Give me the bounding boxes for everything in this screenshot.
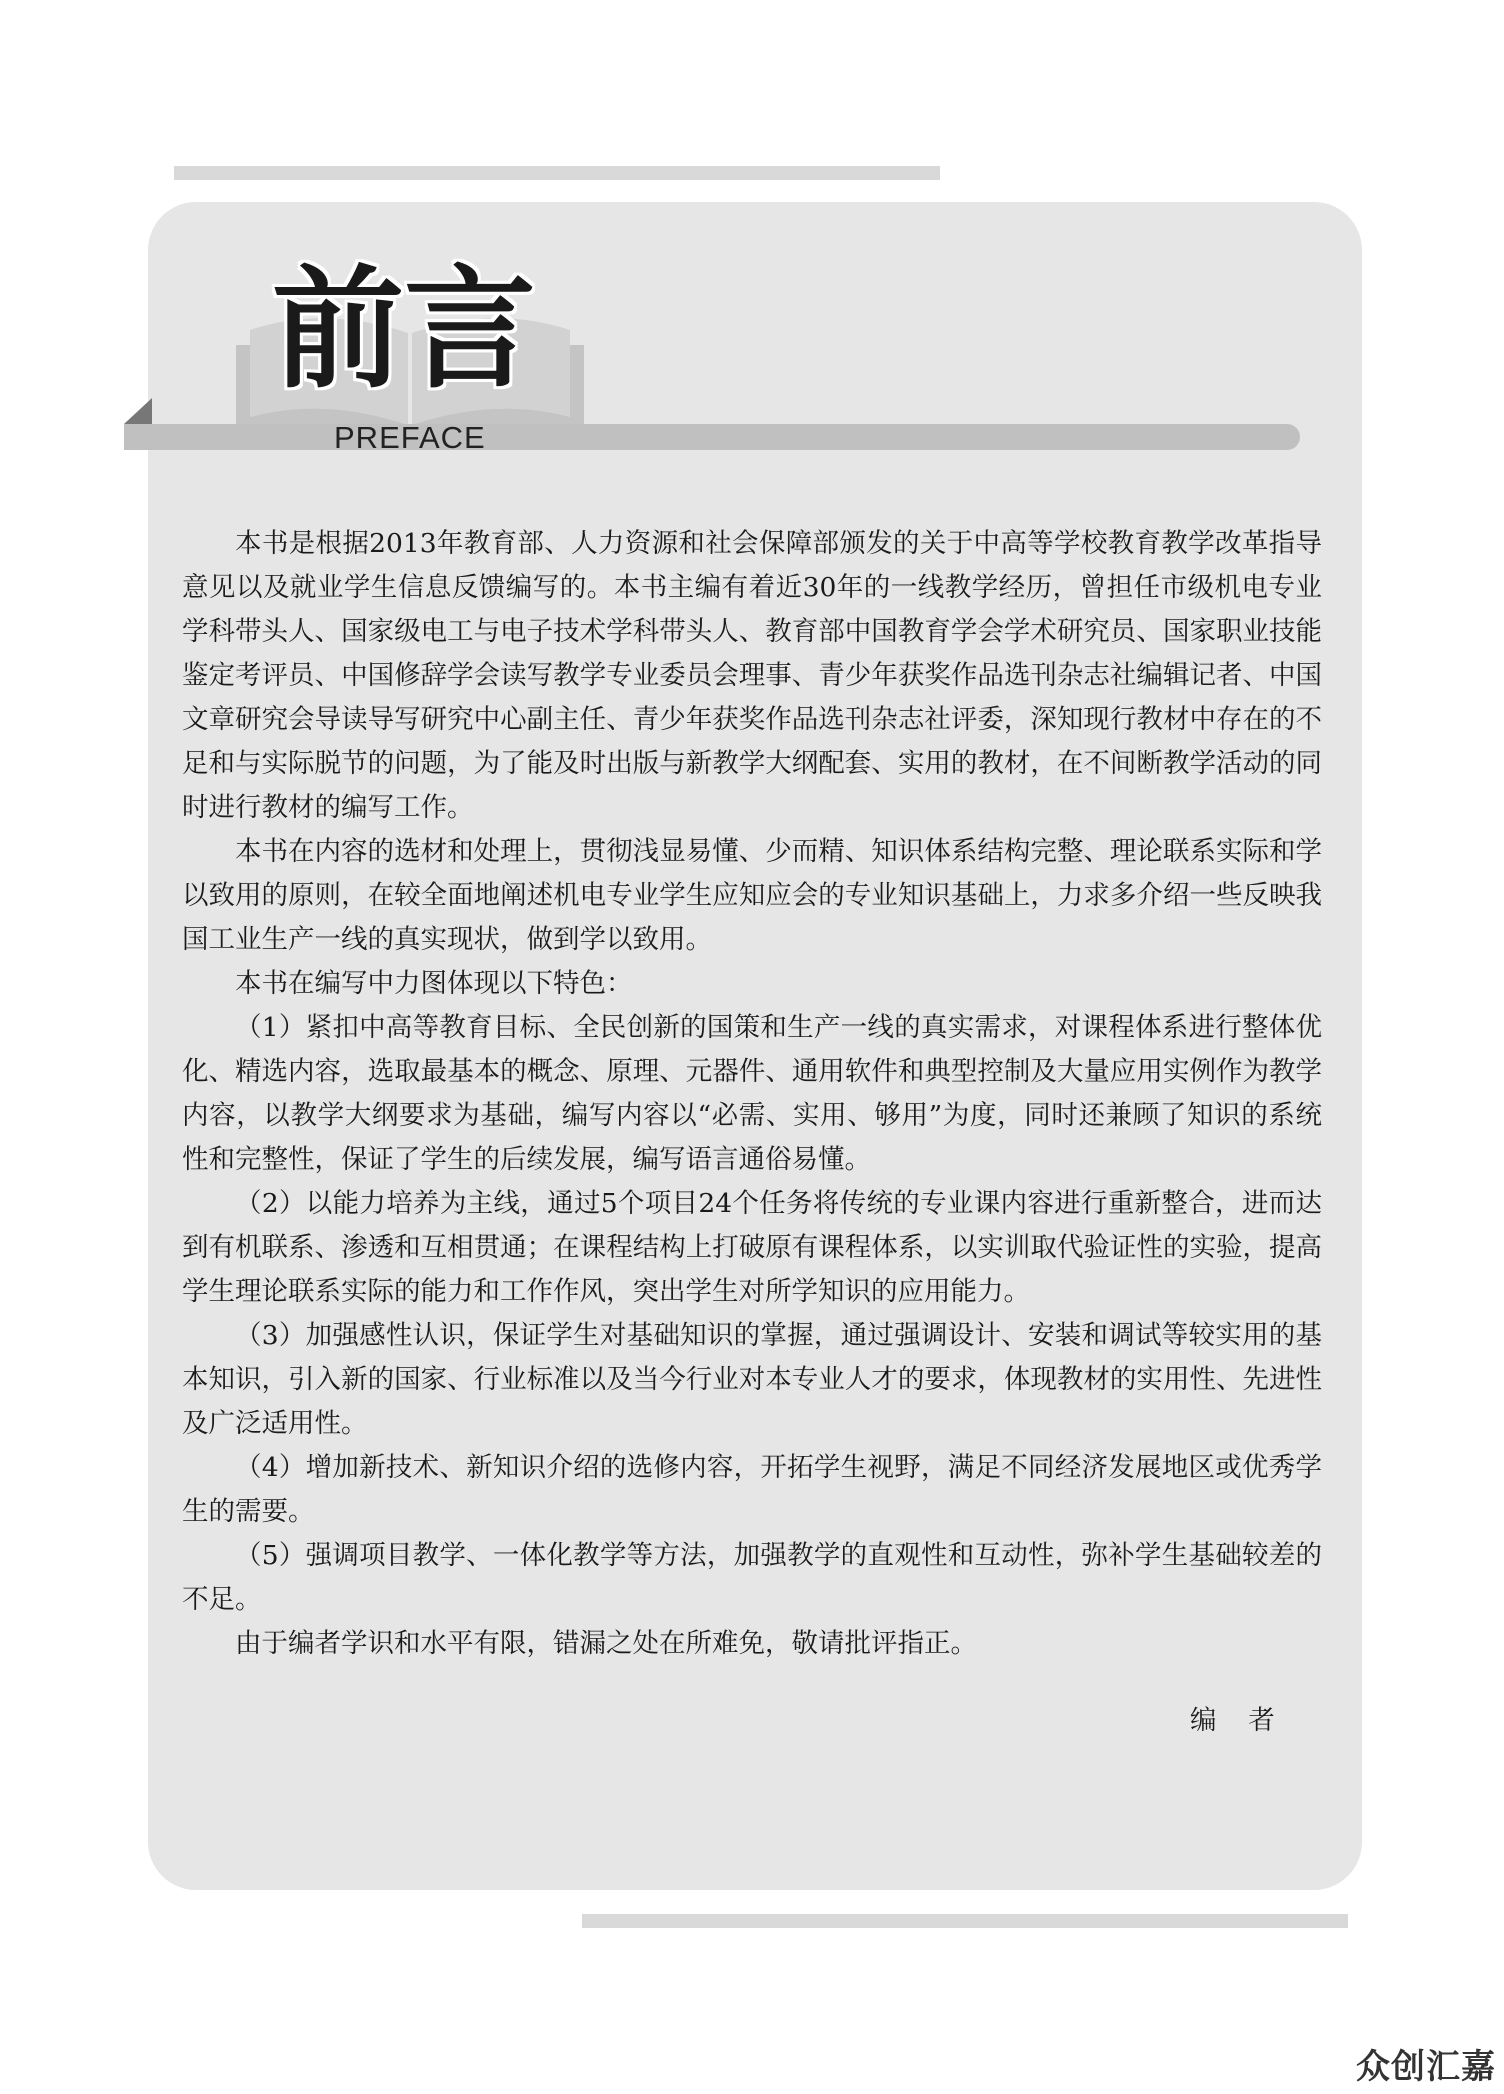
preface-body [182, 522, 1322, 1666]
top-decor-bar [174, 166, 940, 180]
title-ribbon [124, 424, 1300, 450]
page-title-char-1: 前 [272, 253, 404, 407]
page-title-char-2: 言 [404, 253, 536, 407]
author-signature: 编者 [1190, 1705, 1307, 1736]
paragraph-principles: 本书在内容的选材和处理上，贯彻浅显易懂、少而精、知识体系结构完整、理论联系实际和学以致用的原则，在较全面地阐述机电专业学生应知应会的专业知识基础上，力求多介绍一些反映我国工业生产一线的真实现状，做到学以致用。 [182, 836, 1322, 955]
paragraph-feature-4: （4）增加新技术、新知识介绍的选修内容，开拓学生视野，满足不同经济发展地区或优秀学生的需要。 [182, 1452, 1322, 1527]
paragraph-closing: 由于编者学识和水平有限，错漏之处在所难免，敬请批评指正。 [235, 1628, 977, 1659]
paragraph-features-lead: 本书在编写中力图体现以下特色： [235, 968, 633, 999]
ribbon-fold [124, 398, 152, 424]
page-subtitle: PREFACE [334, 420, 486, 455]
paragraph-feature-5: （5）强调项目教学、一体化教学等方法，加强教学的直观性和互动性，弥补学生基础较差的不足。 [182, 1540, 1322, 1615]
paragraph-feature-3: （3）加强感性认识，保证学生对基础知识的掌握，通过强调设计、安装和调试等较实用的基本知识，引入新的国家、行业标准以及当今行业对本专业人才的要求，体现教材的实用性、先进性及广泛适用性。 [182, 1320, 1322, 1439]
watermark-logo: 众创汇嘉 [1356, 2047, 1496, 2087]
paragraph-feature-1: （1）紧扣中高等教育目标、全民创新的国策和生产一线的真实需求，对课程体系进行整体优化、精选内容，选取最基本的概念、原理、元器件、通用软件和典型控制及大量应用实例作为教学内容，以教学大纲要求为基础，编写内容以“必需、实用、够用”为度，同时还兼顾了知识的系统性和完整性，保证了学生的后续发展，编写语言通俗易懂。 [182, 1012, 1322, 1175]
paragraph-intro: 本书是根据2013年教育部、人力资源和社会保障部颁发的关于中高等学校教育教学改革指导意见以及就业学生信息反馈编写的。本书主编有着近30年的一线教学经历，曾担任市级机电专业学科带头人、国家级电工与电子技术学科带头人、教育部中国教育学会学术研究员、国家职业技能鉴定考评员、中国修辞学会读写教学专业委员会理事、青少年获奖作品选刊杂志社编辑记者、中国文章研究会导读导写研究中心副主任、青少年获奖作品选刊杂志社评委，深知现行教材中存在的不足和与实际脱节的问题，为了能及时出版与新教学大纲配套、实用的教材，在不间断教学活动的同时进行教材的编写工作。 [182, 528, 1322, 823]
bottom-decor-bar [582, 1914, 1348, 1928]
paragraph-feature-2: （2）以能力培养为主线，通过5个项目24个任务将传统的专业课内容进行重新整合，进而达到有机联系、渗透和互相贯通；在课程结构上打破原有课程体系，以实训取代验证性的实验，提高学生理论联系实际的能力和工作作风，突出学生对所学知识的应用能力。 [182, 1188, 1322, 1307]
